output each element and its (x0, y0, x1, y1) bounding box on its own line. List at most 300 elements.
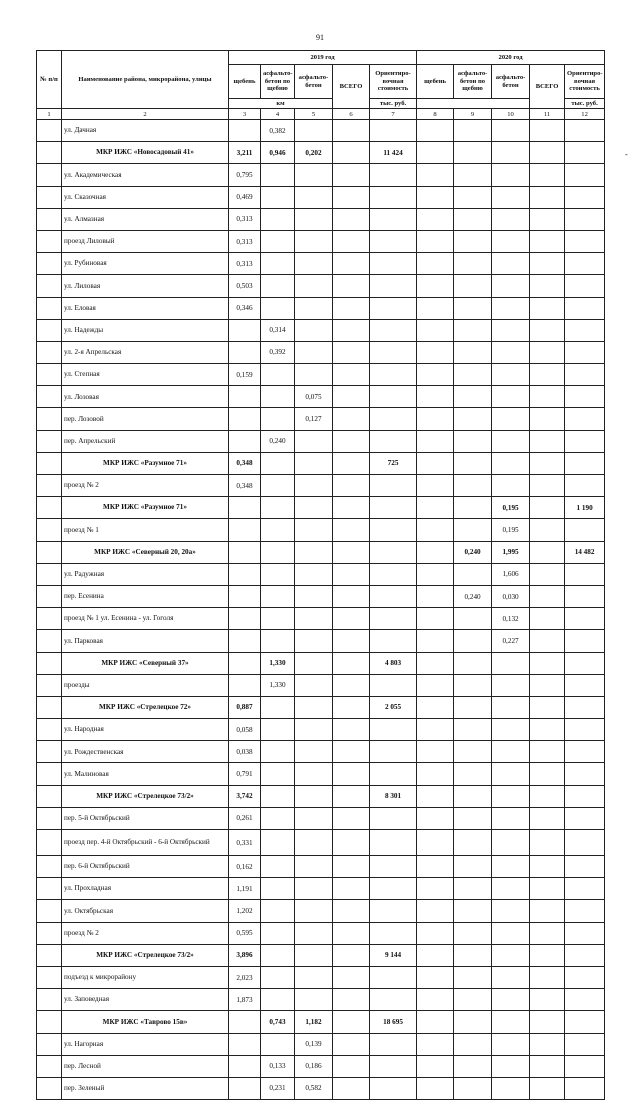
value-cell (454, 966, 492, 988)
value-cell (370, 364, 417, 386)
value-cell (565, 253, 605, 275)
value-cell (530, 856, 565, 878)
value-cell (530, 497, 565, 519)
value-cell (261, 230, 295, 252)
value-cell: 0,127 (295, 408, 333, 430)
margin-mark: - (625, 150, 628, 159)
value-cell (492, 297, 530, 319)
value-cell (261, 830, 295, 856)
value-cell (530, 630, 565, 652)
table-row (37, 1033, 605, 1055)
value-cell (565, 297, 605, 319)
value-cell (333, 1055, 370, 1077)
value-cell (229, 386, 261, 408)
value-cell (261, 386, 295, 408)
table-row (37, 430, 605, 452)
column-number: 6 (333, 109, 370, 120)
value-cell (530, 120, 565, 142)
value-cell (295, 674, 333, 696)
value-cell (261, 475, 295, 497)
value-cell (492, 230, 530, 252)
value-cell: 0,313 (229, 230, 261, 252)
value-cell (417, 430, 454, 452)
table-row (37, 208, 605, 230)
value-cell (295, 652, 333, 674)
value-cell (333, 186, 370, 208)
value-cell (417, 408, 454, 430)
value-cell (530, 652, 565, 674)
value-cell (370, 541, 417, 563)
value-cell (295, 519, 333, 541)
value-cell (565, 763, 605, 785)
header-gravel-2019: щебень (229, 65, 261, 99)
value-cell (492, 253, 530, 275)
street-name-cell: проезд Лиловый (62, 230, 229, 252)
value-cell: 0,132 (492, 608, 530, 630)
value-cell (333, 364, 370, 386)
value-cell (261, 989, 295, 1011)
column-numbers-row (37, 109, 605, 120)
column-number: 8 (417, 109, 454, 120)
value-cell (454, 386, 492, 408)
value-cell: 1 190 (565, 497, 605, 519)
value-cell (333, 164, 370, 186)
street-name-cell: проезд пер. 4-й Октябрьский - 6-й Октябрьский (62, 830, 229, 856)
value-cell (492, 674, 530, 696)
value-cell: 0,791 (229, 763, 261, 785)
row-number-cell (37, 900, 62, 922)
value-cell (454, 830, 492, 856)
table-row (37, 386, 605, 408)
row-number-cell (37, 1055, 62, 1077)
street-name-cell: ул. Парковая (62, 630, 229, 652)
value-cell (492, 319, 530, 341)
row-number-cell (37, 585, 62, 607)
street-name-cell: МКР ИЖС «Северный 37» (62, 652, 229, 674)
group-row (37, 541, 605, 563)
value-cell: 0,195 (492, 519, 530, 541)
value-cell (565, 120, 605, 142)
street-name-cell: проезд № 1 ул. Есенина - ул. Гоголя (62, 608, 229, 630)
table-row (37, 164, 605, 186)
value-cell: 0,240 (261, 430, 295, 452)
value-cell (261, 763, 295, 785)
value-cell: 0,038 (229, 741, 261, 763)
table-row (37, 878, 605, 900)
table-row (37, 630, 605, 652)
row-number-cell (37, 785, 62, 807)
value-cell (370, 878, 417, 900)
street-name-cell: пер. Апрельский (62, 430, 229, 452)
value-cell: 0,503 (229, 275, 261, 297)
value-cell (261, 807, 295, 829)
value-cell: 0,331 (229, 830, 261, 856)
value-cell (229, 630, 261, 652)
value-cell (454, 652, 492, 674)
row-number-cell (37, 164, 62, 186)
value-cell: 0,348 (229, 452, 261, 474)
value-cell (333, 142, 370, 164)
value-cell (530, 430, 565, 452)
value-cell (530, 519, 565, 541)
value-cell (370, 319, 417, 341)
street-name-cell: ул. Академическая (62, 164, 229, 186)
value-cell (295, 785, 333, 807)
value-cell: 11 424 (370, 142, 417, 164)
street-name-cell: ул. Еловая (62, 297, 229, 319)
value-cell (261, 541, 295, 563)
value-cell (530, 608, 565, 630)
street-name-cell: ул. Радужная (62, 563, 229, 585)
value-cell (261, 253, 295, 275)
value-cell (295, 563, 333, 585)
value-cell (565, 1055, 605, 1077)
value-cell (370, 900, 417, 922)
value-cell (530, 563, 565, 585)
value-cell (565, 785, 605, 807)
row-number-cell (37, 763, 62, 785)
header-name: Наименование района, микрорайона, улицы (62, 51, 229, 109)
value-cell (530, 585, 565, 607)
value-cell (295, 878, 333, 900)
value-cell (261, 696, 295, 718)
table-row (37, 341, 605, 363)
row-number-cell (37, 807, 62, 829)
street-name-cell: пер. Лесной (62, 1055, 229, 1077)
value-cell (261, 741, 295, 763)
value-cell (417, 719, 454, 741)
value-cell (454, 208, 492, 230)
value-cell (333, 922, 370, 944)
value-cell (295, 364, 333, 386)
value-cell (261, 186, 295, 208)
value-cell (454, 408, 492, 430)
value-cell: 0,469 (229, 186, 261, 208)
value-cell (530, 878, 565, 900)
group-row (37, 452, 605, 474)
row-number-cell (37, 989, 62, 1011)
value-cell (454, 186, 492, 208)
column-number: 5 (295, 109, 333, 120)
table-row (37, 475, 605, 497)
value-cell (492, 1033, 530, 1055)
value-cell (454, 319, 492, 341)
row-number-cell (37, 208, 62, 230)
value-cell (530, 253, 565, 275)
value-cell (333, 519, 370, 541)
value-cell (261, 922, 295, 944)
value-cell (530, 164, 565, 186)
group-row (37, 497, 605, 519)
value-cell: 1,873 (229, 989, 261, 1011)
value-cell (261, 585, 295, 607)
group-row (37, 652, 605, 674)
row-number-cell (37, 1033, 62, 1055)
value-cell: 4 803 (370, 652, 417, 674)
value-cell (261, 497, 295, 519)
value-cell (333, 319, 370, 341)
value-cell: 1,202 (229, 900, 261, 922)
value-cell (454, 475, 492, 497)
value-cell (333, 944, 370, 966)
value-cell (370, 275, 417, 297)
value-cell (229, 497, 261, 519)
roads-table (36, 50, 605, 1100)
value-cell (492, 186, 530, 208)
column-number: 1 (37, 109, 62, 120)
value-cell (565, 741, 605, 763)
value-cell (333, 120, 370, 142)
value-cell (417, 230, 454, 252)
value-cell (454, 1033, 492, 1055)
column-number: 2 (62, 109, 229, 120)
value-cell (261, 275, 295, 297)
value-cell (492, 652, 530, 674)
value-cell (333, 608, 370, 630)
value-cell (492, 966, 530, 988)
value-cell (492, 763, 530, 785)
row-number-cell (37, 253, 62, 275)
value-cell (370, 186, 417, 208)
table-row (37, 408, 605, 430)
row-number-cell (37, 652, 62, 674)
value-cell (530, 966, 565, 988)
group-row (37, 944, 605, 966)
value-cell (417, 341, 454, 363)
street-name-cell: МКР ИЖС «Стрелецкое 73/2» (62, 944, 229, 966)
value-cell (530, 989, 565, 1011)
value-cell (417, 497, 454, 519)
value-cell (565, 364, 605, 386)
value-cell (295, 696, 333, 718)
value-cell (417, 319, 454, 341)
value-cell (261, 878, 295, 900)
value-cell: 1,182 (295, 1011, 333, 1033)
table-row (37, 1055, 605, 1077)
row-number-cell (37, 719, 62, 741)
value-cell (454, 763, 492, 785)
value-cell (454, 253, 492, 275)
value-cell (370, 1033, 417, 1055)
value-cell (454, 922, 492, 944)
value-cell (261, 856, 295, 878)
value-cell: 9 144 (370, 944, 417, 966)
value-cell (370, 922, 417, 944)
value-cell (492, 900, 530, 922)
value-cell (333, 541, 370, 563)
value-cell (565, 652, 605, 674)
value-cell (417, 966, 454, 988)
value-cell (454, 741, 492, 763)
value-cell (565, 452, 605, 474)
value-cell (565, 164, 605, 186)
value-cell: 3,896 (229, 944, 261, 966)
value-cell (530, 275, 565, 297)
value-cell (530, 807, 565, 829)
value-cell (454, 944, 492, 966)
value-cell: 0,743 (261, 1011, 295, 1033)
value-cell (454, 785, 492, 807)
value-cell (530, 674, 565, 696)
header-unit-rub-2020: тыс. руб. (565, 99, 605, 109)
table-row (37, 1077, 605, 1099)
value-cell (417, 519, 454, 541)
value-cell (417, 208, 454, 230)
value-cell (370, 253, 417, 275)
value-cell (530, 386, 565, 408)
value-cell (417, 652, 454, 674)
value-cell (530, 763, 565, 785)
table-row (37, 830, 605, 856)
value-cell (454, 1055, 492, 1077)
table-row (37, 519, 605, 541)
value-cell: 0,030 (492, 585, 530, 607)
value-cell (370, 630, 417, 652)
value-cell: 14 482 (565, 541, 605, 563)
column-number: 9 (454, 109, 492, 120)
value-cell: 0,058 (229, 719, 261, 741)
row-number-cell (37, 830, 62, 856)
value-cell (565, 830, 605, 856)
street-name-cell: МКР ИЖС «Таврово 15в» (62, 1011, 229, 1033)
value-cell: 2 055 (370, 696, 417, 718)
value-cell (295, 830, 333, 856)
value-cell (261, 630, 295, 652)
value-cell: 0,595 (229, 922, 261, 944)
value-cell (261, 944, 295, 966)
value-cell (565, 585, 605, 607)
value-cell (454, 563, 492, 585)
value-cell (530, 452, 565, 474)
value-cell (530, 408, 565, 430)
header-unit-km: км (229, 99, 333, 109)
value-cell: 725 (370, 452, 417, 474)
value-cell (229, 120, 261, 142)
value-cell (492, 275, 530, 297)
value-cell (333, 341, 370, 363)
value-cell (565, 319, 605, 341)
value-cell (530, 142, 565, 164)
column-number: 7 (370, 109, 417, 120)
value-cell (229, 1033, 261, 1055)
row-number-cell (37, 386, 62, 408)
page-number: 91 (316, 33, 324, 42)
street-name-cell: ул. 2-я Апрельская (62, 341, 229, 363)
value-cell (417, 807, 454, 829)
value-cell (565, 944, 605, 966)
value-cell: 0,946 (261, 142, 295, 164)
row-number-cell (37, 341, 62, 363)
table-row (37, 674, 605, 696)
value-cell: 0,313 (229, 253, 261, 275)
value-cell (261, 364, 295, 386)
value-cell (229, 430, 261, 452)
row-number-cell (37, 297, 62, 319)
value-cell (530, 230, 565, 252)
value-cell (565, 519, 605, 541)
street-name-cell: ул. Рождественская (62, 741, 229, 763)
row-number-cell (37, 475, 62, 497)
table-row (37, 253, 605, 275)
value-cell (417, 741, 454, 763)
header-total-2019: ВСЕГО (333, 65, 370, 109)
group-row (37, 142, 605, 164)
value-cell (229, 674, 261, 696)
value-cell (229, 408, 261, 430)
value-cell (417, 1033, 454, 1055)
row-number-cell (37, 142, 62, 164)
value-cell: 0,202 (295, 142, 333, 164)
value-cell: 0,240 (454, 541, 492, 563)
value-cell (565, 142, 605, 164)
value-cell (261, 966, 295, 988)
street-name-cell: ул. Сказочная (62, 186, 229, 208)
value-cell (333, 696, 370, 718)
value-cell (229, 341, 261, 363)
street-name-cell: ул. Октябрьская (62, 900, 229, 922)
value-cell (565, 408, 605, 430)
value-cell (417, 1077, 454, 1099)
value-cell (530, 719, 565, 741)
value-cell (417, 878, 454, 900)
value-cell (417, 830, 454, 856)
value-cell (295, 807, 333, 829)
value-cell (295, 208, 333, 230)
value-cell (565, 1011, 605, 1033)
street-name-cell: ул. Алмазная (62, 208, 229, 230)
row-number-cell (37, 608, 62, 630)
value-cell (333, 652, 370, 674)
value-cell (333, 430, 370, 452)
value-cell (492, 830, 530, 856)
value-cell (417, 763, 454, 785)
row-number-cell (37, 696, 62, 718)
row-number-cell (37, 408, 62, 430)
value-cell (417, 856, 454, 878)
value-cell (417, 944, 454, 966)
column-number: 4 (261, 109, 295, 120)
value-cell (229, 1077, 261, 1099)
value-cell (492, 944, 530, 966)
header-unit-rub-2019: тыс. руб. (370, 99, 417, 109)
value-cell (565, 608, 605, 630)
row-number-cell (37, 430, 62, 452)
value-cell (530, 186, 565, 208)
value-cell: 0,887 (229, 696, 261, 718)
value-cell (565, 1033, 605, 1055)
header-total-2020: ВСЕГО (530, 65, 565, 109)
street-name-cell: ул. Лозовая (62, 386, 229, 408)
value-cell (261, 608, 295, 630)
value-cell (417, 922, 454, 944)
value-cell (492, 856, 530, 878)
value-cell (454, 430, 492, 452)
value-cell (295, 944, 333, 966)
value-cell: 1,191 (229, 878, 261, 900)
value-cell (229, 585, 261, 607)
value-cell (492, 341, 530, 363)
value-cell (565, 900, 605, 922)
header-blank-2020 (417, 99, 530, 109)
street-name-cell: ул. Нагорная (62, 1033, 229, 1055)
value-cell (565, 807, 605, 829)
value-cell (333, 763, 370, 785)
value-cell (370, 830, 417, 856)
row-number-cell (37, 120, 62, 142)
value-cell (530, 475, 565, 497)
value-cell (333, 989, 370, 1011)
value-cell (333, 1033, 370, 1055)
